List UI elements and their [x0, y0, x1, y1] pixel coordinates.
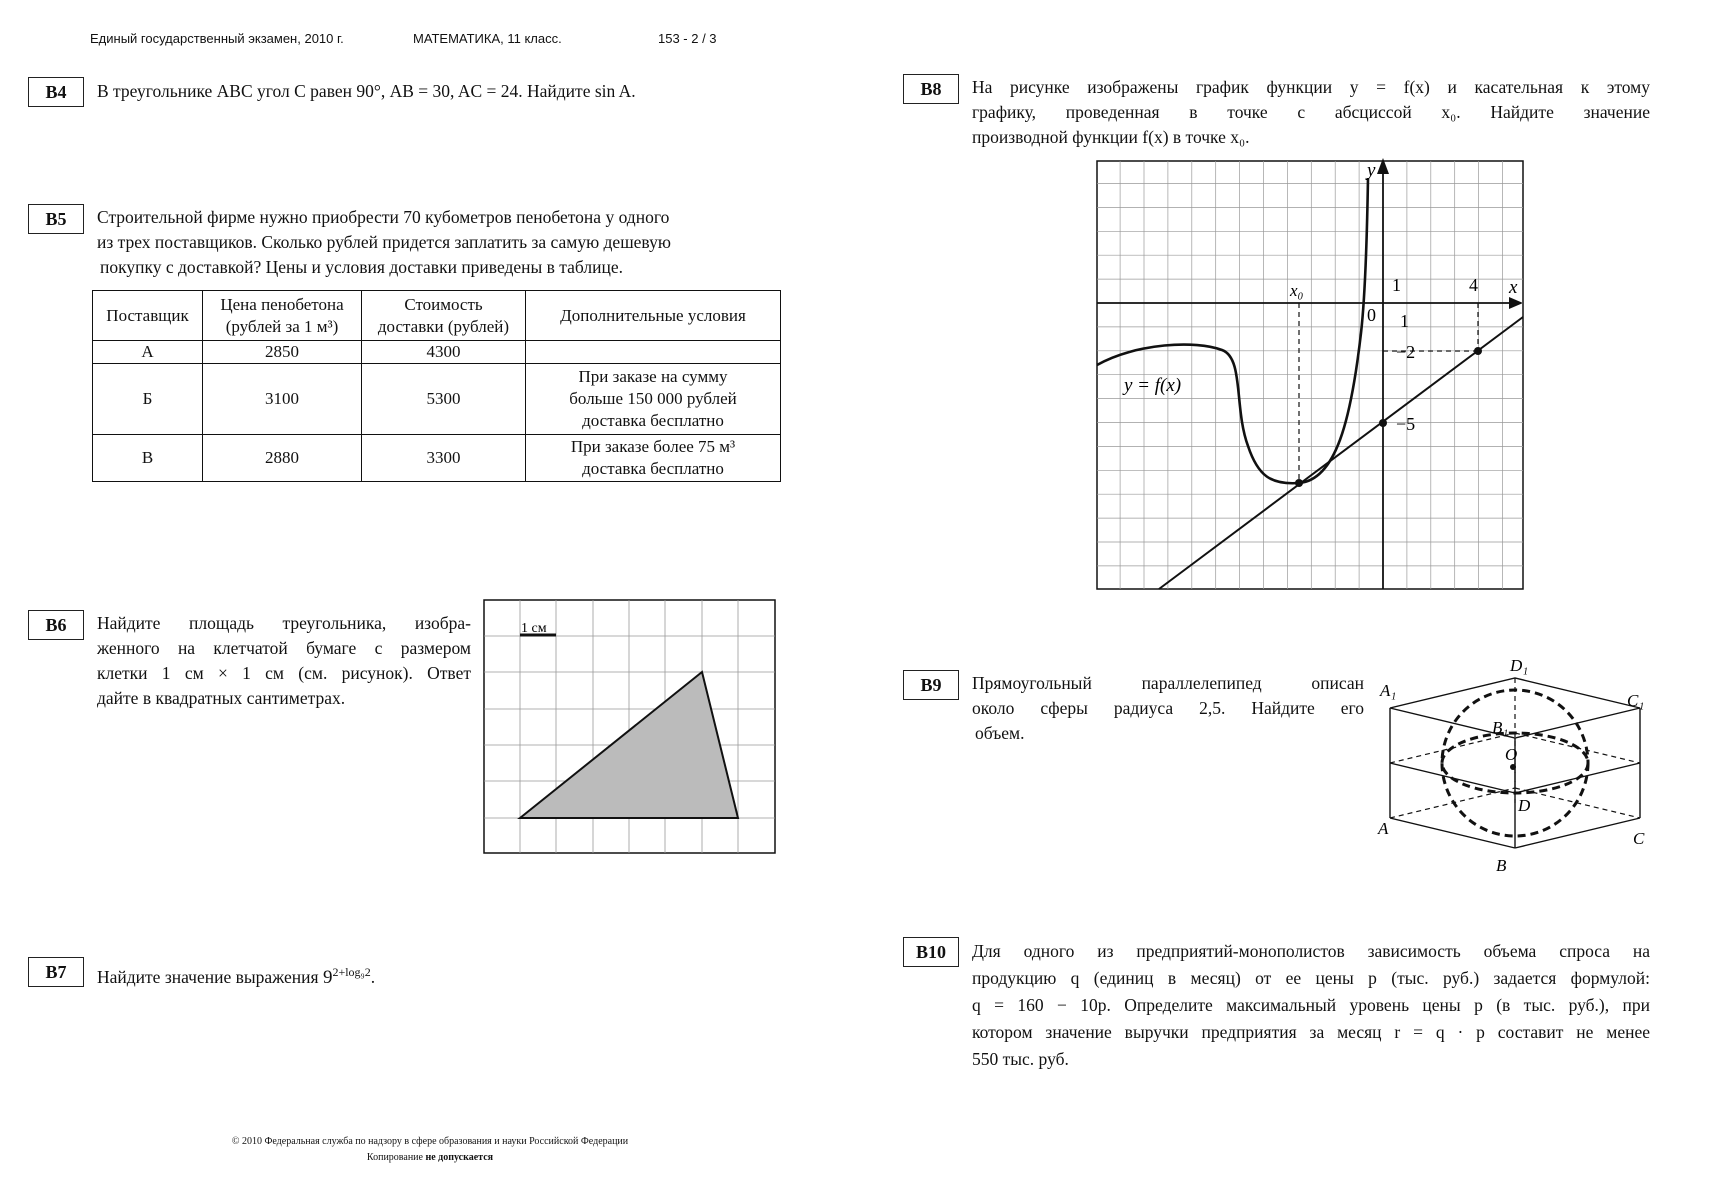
table-row	[93, 341, 781, 364]
point-0-neg5	[1379, 419, 1387, 427]
table-cell: 5300	[362, 364, 526, 435]
task-b6-line: Найдите площадь треугольника, изобра-	[97, 613, 471, 633]
table-row	[93, 364, 781, 435]
vertex-C1: C₁	[1627, 691, 1645, 710]
footer-copyright: © 2010 Федеральная служба по надзору в сфере образования и науки Российской Федерации	[231, 1136, 629, 1147]
parallelepiped-figure	[1370, 656, 1660, 878]
tangent-point	[1295, 479, 1303, 487]
table-cell: В	[93, 435, 203, 482]
tick-1-y: 1	[1392, 275, 1401, 295]
task-b8-line: производной функции f(x) в точке x₀.	[972, 127, 1250, 147]
x-axis-label: x	[1509, 277, 1518, 298]
task-b5-line: Строительной фирме нужно приобрести 70 кубометров пенобетона у одного	[97, 207, 670, 227]
table-cell: Б	[93, 364, 203, 435]
task-badge-b4: B4	[28, 77, 84, 107]
task-b5-line: из трех поставщиков. Сколько рублей придется заплатить за самую дешевую	[97, 232, 671, 252]
task-b8-line: На рисунке изображены график функции y = f(x) и касательная к этому	[972, 77, 1650, 97]
tick-4: 4	[1469, 275, 1478, 295]
footer-notice-bold: не допускается	[425, 1152, 494, 1163]
function-label: y = f(x)	[1124, 375, 1182, 396]
function-graph	[1096, 158, 1528, 592]
y-axis-label: y	[1367, 160, 1376, 181]
task-b6-line: дайте в квадратных сантиметрах.	[97, 688, 346, 708]
table-cell: При заказе на сумму больше 150 000 рублей доставка бесплатно	[526, 364, 781, 435]
task-b8-text	[972, 75, 1650, 150]
vertex-A1: A₁	[1380, 681, 1397, 700]
task-badge-b6: B6	[28, 610, 84, 640]
task-badge-b9: B9	[903, 670, 959, 700]
table-row	[93, 435, 781, 482]
supplier-table	[92, 290, 781, 482]
task-b9-line: объем.	[975, 723, 1025, 743]
task-b6-text	[97, 611, 471, 711]
tick-minus-2: −2	[1396, 342, 1416, 362]
task-b6-line: клетки 1 см × 1 см (см. рисунок). Ответ	[97, 663, 471, 683]
task-b7-text	[97, 960, 375, 990]
table-cell: 2880	[203, 435, 362, 482]
table-header-cell: Поставщик	[93, 291, 203, 341]
task-b9-text	[972, 671, 1364, 746]
task-b5-line: покупку с доставкой? Цены и условия доставки приведены в таблице.	[100, 257, 624, 277]
expression-base: 9	[322, 966, 333, 988]
vertex-A: A	[1378, 819, 1389, 838]
vertex-B1: B₁	[1492, 718, 1509, 737]
task-b10-line: q = 160 − 10p. Определите максимальный уровень цены p (в тыс. руб.), при	[972, 995, 1650, 1015]
task-b9-line: Прямоугольный параллелепипед описан	[972, 673, 1364, 693]
task-b10-line: продукцию q (единиц в месяц) от ее цены p (тыс. руб.) задается формулой:	[972, 968, 1650, 988]
footer-notice-prefix: Копирование	[366, 1152, 426, 1163]
task-badge-b5: B5	[28, 204, 84, 234]
table-cell	[526, 341, 781, 364]
task-badge-b10: B10	[903, 937, 959, 967]
expression-exponent: 2+log₉2	[332, 965, 371, 979]
table-cell: 3100	[203, 364, 362, 435]
task-b4-text: В треугольнике ABC угол C равен 90°, AB = 30, AC = 24. Найдите sin A.	[97, 81, 636, 101]
tick-minus-5: −5	[1396, 414, 1416, 434]
task-b8-line: графику, проведенная в точке с абсциссой x₀. Найдите значение	[972, 102, 1650, 122]
scale-label: 1 см	[521, 621, 547, 636]
table-cell: 2850	[203, 341, 362, 364]
footer-notice	[130, 1152, 730, 1163]
point-4-neg2	[1474, 347, 1482, 355]
table-header-cell: Дополнительные условия	[526, 291, 781, 341]
table-cell: 3300	[362, 435, 526, 482]
origin-label: 0	[1367, 305, 1376, 325]
table-header-cell: Стоимость доставки (рублей)	[362, 291, 526, 341]
vertex-B: B	[1496, 856, 1507, 875]
task-b10-line: котором значение выручки предприятия за месяц r = q · p составит не менее	[972, 1022, 1650, 1042]
table-cell: 4300	[362, 341, 526, 364]
sphere-center	[1510, 764, 1516, 770]
table-cell: А	[93, 341, 203, 364]
header-code: 153 - 2 / 3	[658, 31, 717, 46]
task-b5-text	[97, 205, 777, 280]
x0-label: x₀	[1290, 281, 1304, 300]
table-header-row	[93, 291, 781, 341]
task-b7-prompt: Найдите значение выражения	[97, 966, 319, 987]
table-header-cell: Цена пенобетона (рублей за 1 м³)	[203, 291, 362, 341]
vertex-D1: D₁	[1510, 656, 1529, 675]
vertex-O: O	[1505, 745, 1518, 764]
task-b9-line: около сферы радиуса 2,5. Найдите его	[972, 698, 1364, 718]
header-exam: Единый государственный экзамен, 2010 г.	[90, 31, 344, 46]
task-badge-b8: B8	[903, 74, 959, 104]
tick-1-x: 1	[1400, 311, 1409, 331]
expression-end: .	[370, 966, 376, 987]
vertex-D: D	[1518, 796, 1531, 815]
task-b10-text	[972, 938, 1650, 1073]
task-b10-line: Для одного из предприятий-монополистов зависимость объема спроса на	[972, 941, 1650, 961]
vertex-C: C	[1633, 829, 1645, 848]
triangle-grid-figure	[483, 599, 777, 855]
header-subject: МАТЕМАТИКА, 11 класс.	[413, 31, 562, 46]
task-b6-line: женного на клетчатой бумаге с размером	[97, 638, 471, 658]
task-badge-b7: B7	[28, 957, 84, 987]
table-cell: При заказе более 75 м³ доставка бесплатно	[526, 435, 781, 482]
task-b10-line: 550 тыс. руб.	[972, 1049, 1069, 1069]
